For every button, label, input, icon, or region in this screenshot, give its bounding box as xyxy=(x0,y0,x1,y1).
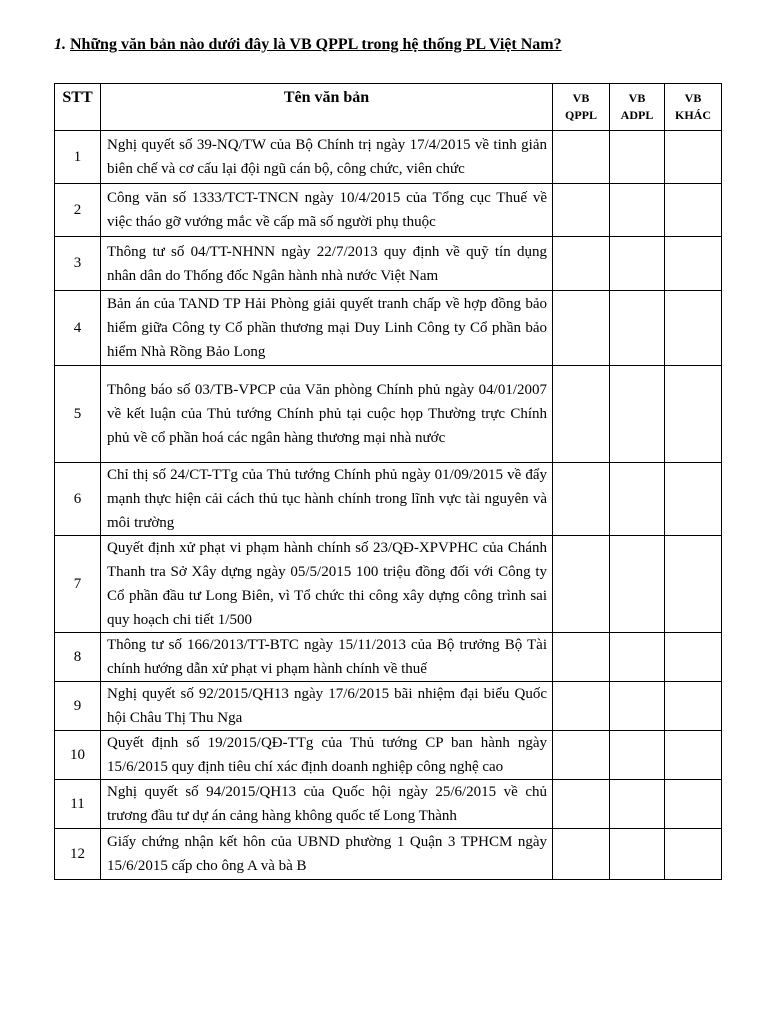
table-row xyxy=(55,131,722,184)
header-vb-khac-line2: KHÁC xyxy=(675,108,711,122)
checkbox-cell-qppl[interactable] xyxy=(553,682,610,731)
checkbox-cell-adpl[interactable] xyxy=(610,237,665,291)
checkbox-cell-adpl[interactable] xyxy=(610,366,665,463)
checkbox-cell-khac[interactable] xyxy=(665,780,722,829)
row-document-name: Nghị quyết số 39-NQ/TW của Bộ Chính trị ngày 17/4/2015 về tinh giản biên chế và cơ cấu lại đội ngũ cán bộ, công chức, viên chức xyxy=(101,131,553,184)
header-vb-qppl-line2: QPPL xyxy=(565,108,597,122)
table-row xyxy=(55,184,722,237)
row-document-name: Thông tư số 166/2013/TT-BTC ngày 15/11/2013 của Bộ trưởng Bộ Tài chính hướng dẫn xử phạt vi phạm hành chính về thuế xyxy=(101,633,553,682)
row-document-name: Thông báo số 03/TB-VPCP của Văn phòng Chính phủ ngày 04/01/2007 về kết luận của Thủ tướng Chính phủ tại cuộc họp Thường trực Chính phủ về cổ phần hoá các ngân hàng thương mại nhà nước xyxy=(101,366,553,463)
table-row xyxy=(55,731,722,780)
checkbox-cell-adpl[interactable] xyxy=(610,291,665,366)
checkbox-cell-qppl[interactable] xyxy=(553,780,610,829)
row-stt: 1 xyxy=(55,131,101,184)
row-stt: 5 xyxy=(55,366,101,463)
checkbox-cell-adpl[interactable] xyxy=(610,829,665,880)
checkbox-cell-qppl[interactable] xyxy=(553,366,610,463)
header-vb-qppl-line1: VB xyxy=(572,91,590,105)
row-document-name: Giấy chứng nhận kết hôn của UBND phường 1 Quận 3 TPHCM ngày 15/6/2015 cấp cho ông A và bà B xyxy=(101,829,553,880)
header-vb-khac-line1: VB xyxy=(684,91,702,105)
checkbox-cell-khac[interactable] xyxy=(665,536,722,633)
table-row xyxy=(55,237,722,291)
header-document-name: Tên văn bản xyxy=(101,84,553,131)
row-document-name: Thông tư số 04/TT-NHNN ngày 22/7/2013 quy định về quỹ tín dụng nhân dân do Thống đốc Ngân hành nhà nước Việt Nam xyxy=(101,237,553,291)
checkbox-cell-qppl[interactable] xyxy=(553,829,610,880)
table-row xyxy=(55,291,722,366)
checkbox-cell-khac[interactable] xyxy=(665,291,722,366)
question-text: Những văn bản nào dưới đây là VB QPPL trong hệ thống PL Việt Nam? xyxy=(70,36,562,53)
row-document-name: Nghị quyết số 94/2015/QH13 của Quốc hội ngày 25/6/2015 về chủ trương đầu tư dự án cảng hàng không quốc tế Long Thành xyxy=(101,780,553,829)
checkbox-cell-khac[interactable] xyxy=(665,366,722,463)
header-vb-qppl xyxy=(553,84,610,131)
question-heading xyxy=(54,36,562,54)
row-document-name: Bản án của TAND TP Hải Phòng giải quyết tranh chấp về hợp đồng bảo hiểm giữa Công ty Cổ phần thương mại Duy Linh Công ty Cổ phần bảo hiểm Nhà Rồng Bảo Long xyxy=(101,291,553,366)
row-stt: 9 xyxy=(55,682,101,731)
row-stt: 12 xyxy=(55,829,101,880)
row-stt: 4 xyxy=(55,291,101,366)
checkbox-cell-qppl[interactable] xyxy=(553,731,610,780)
row-document-name: Quyết định xử phạt vi phạm hành chính số 23/QĐ-XPVPHC của Chánh Thanh tra Sở Xây dựng ngày 05/5/2015 100 triệu đồng đối với Công ty Cổ phần đầu tư Long Biên, vì Tổ chức thi công xây dựng công trình sai quy hoạch chi tiết 1/500 xyxy=(101,536,553,633)
header-vb-adpl-line2: ADPL xyxy=(620,108,654,122)
header-stt: STT xyxy=(55,84,101,131)
question-number: 1. xyxy=(54,36,66,53)
table-header-row xyxy=(55,84,722,131)
row-stt: 6 xyxy=(55,463,101,536)
row-document-name: Công văn số 1333/TCT-TNCN ngày 10/4/2015 của Tổng cục Thuế về việc tháo gỡ vướng mắc về cấp mã số người phụ thuộc xyxy=(101,184,553,237)
checkbox-cell-qppl[interactable] xyxy=(553,463,610,536)
checkbox-cell-qppl[interactable] xyxy=(553,184,610,237)
checkbox-cell-qppl[interactable] xyxy=(553,536,610,633)
checkbox-cell-adpl[interactable] xyxy=(610,184,665,237)
table-row xyxy=(55,633,722,682)
checkbox-cell-khac[interactable] xyxy=(665,682,722,731)
table-row xyxy=(55,366,722,463)
checkbox-cell-qppl[interactable] xyxy=(553,633,610,682)
row-stt: 11 xyxy=(55,780,101,829)
checkbox-cell-adpl[interactable] xyxy=(610,536,665,633)
table-row xyxy=(55,682,722,731)
checkbox-cell-khac[interactable] xyxy=(665,829,722,880)
row-stt: 3 xyxy=(55,237,101,291)
row-stt: 2 xyxy=(55,184,101,237)
checkbox-cell-khac[interactable] xyxy=(665,463,722,536)
checkbox-cell-adpl[interactable] xyxy=(610,633,665,682)
row-stt: 10 xyxy=(55,731,101,780)
checkbox-cell-adpl[interactable] xyxy=(610,131,665,184)
table-row xyxy=(55,536,722,633)
row-stt: 7 xyxy=(55,536,101,633)
header-vb-adpl-line1: VB xyxy=(628,91,646,105)
checkbox-cell-qppl[interactable] xyxy=(553,131,610,184)
checkbox-cell-khac[interactable] xyxy=(665,633,722,682)
row-document-name: Chỉ thị số 24/CT-TTg của Thủ tướng Chính phủ ngày 01/09/2015 về đẩy mạnh thực hiện cải cách thủ tục hành chính trong lĩnh vực tài nguyên và môi trường xyxy=(101,463,553,536)
header-vb-adpl xyxy=(610,84,665,131)
documents-table xyxy=(54,83,722,880)
checkbox-cell-qppl[interactable] xyxy=(553,237,610,291)
checkbox-cell-khac[interactable] xyxy=(665,184,722,237)
checkbox-cell-adpl[interactable] xyxy=(610,682,665,731)
table-row xyxy=(55,780,722,829)
checkbox-cell-adpl[interactable] xyxy=(610,463,665,536)
table-row xyxy=(55,463,722,536)
checkbox-cell-khac[interactable] xyxy=(665,237,722,291)
table-row xyxy=(55,829,722,880)
row-stt: 8 xyxy=(55,633,101,682)
checkbox-cell-adpl[interactable] xyxy=(610,780,665,829)
checkbox-cell-qppl[interactable] xyxy=(553,291,610,366)
row-document-name: Quyết định số 19/2015/QĐ-TTg của Thủ tướng CP ban hành ngày 15/6/2015 quy định tiêu chí xác định doanh nghiệp công nghệ cao xyxy=(101,731,553,780)
checkbox-cell-adpl[interactable] xyxy=(610,731,665,780)
row-document-name: Nghị quyết số 92/2015/QH13 ngày 17/6/2015 bãi nhiệm đại biểu Quốc hội Châu Thị Thu Nga xyxy=(101,682,553,731)
checkbox-cell-khac[interactable] xyxy=(665,131,722,184)
checkbox-cell-khac[interactable] xyxy=(665,731,722,780)
header-vb-khac xyxy=(665,84,722,131)
